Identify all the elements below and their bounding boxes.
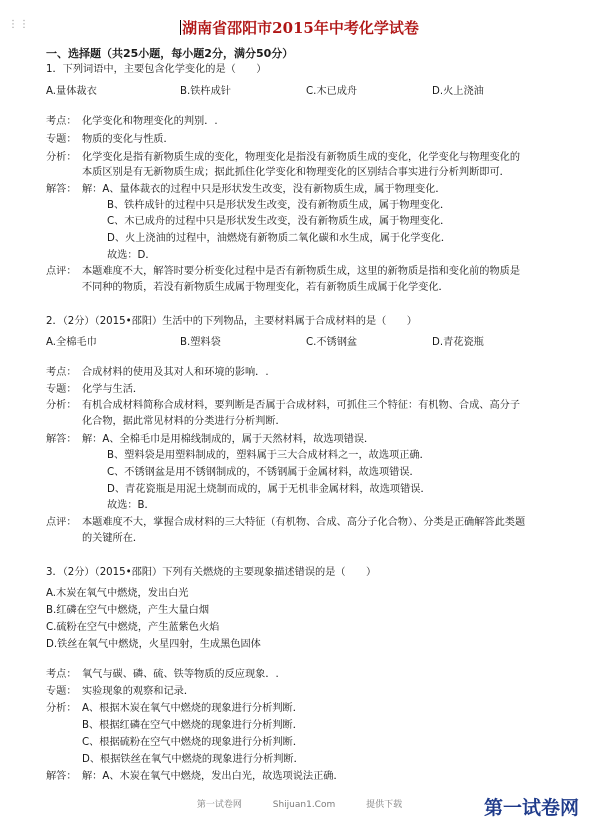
q2-kaodian: 合成材料的使用及其对人和环境的影响．. — [82, 367, 269, 378]
q3-kaodian: 氧气与碳、磷、硫、铁等物质的反应现象．. — [82, 669, 279, 680]
q1-jieda-line: B、铁杵成针的过程中只是形状发生改变，没有新物质生成，属于物理变化． — [107, 200, 451, 211]
q2-jieda-line: D、青花瓷瓶是用泥土烧制而成的，属于无机非金属材料，故选项错误． — [107, 484, 431, 495]
q1-jieda-line: D、火上浇油的过程中，油燃烧有新物质二氧化碳和水生成，属于化学变化． — [107, 233, 452, 244]
q1-fenxi-line: 本质区别是有无新物质生成；据此抓住化学变化和物理变化的区别结合事实进行分析判断即可． — [82, 167, 510, 178]
q3-fenxi-line: C、根据硫粉在空气中燃烧的现象进行分析判断． — [82, 737, 304, 748]
q2-fenxi-line: 有机合成材料简称合成材料，要判断是否属于合成材料，可抓住三个特征：有机物、合成、高分子 — [82, 400, 521, 411]
q1-dianping-label: 点评： — [46, 266, 77, 277]
question-3-option-b: B.红磷在空气中燃烧，产生大量白烟 — [46, 605, 210, 616]
q2-jieda-line: C、不锈钢盆是用不锈钢制成的，不锈钢属于金属材料，故选项错误． — [107, 467, 420, 478]
q1-dianping-line: 本题难度不大，解答时要分析变化过程中是否有新物质生成，这里的新物质是指和变化前的物质是 — [82, 266, 521, 277]
q3-zhuanti: 实验现象的观察和记录． — [82, 686, 195, 697]
q3-zhuanti-label: 专题： — [46, 686, 77, 697]
text-cursor — [180, 20, 181, 35]
drag-handle-icon[interactable]: ⋮⋮ — [8, 19, 30, 30]
document-title — [0, 17, 599, 38]
q2-dianping-line: 的关键所在． — [82, 533, 144, 544]
q3-fenxi-label: 分析： — [46, 703, 77, 714]
q1-jieda-label: 解答： — [46, 184, 77, 195]
q3-jieda-line: 解：A、木炭在氧气中燃烧，发出白光，故选项说法正确． — [82, 771, 344, 782]
q3-fenxi-line: D、根据铁丝在氧气中燃烧的现象进行分析判断． — [82, 754, 304, 765]
q2-fenxi-label: 分析： — [46, 400, 77, 411]
q2-zhuanti-label: 专题： — [46, 384, 77, 395]
q1-fenxi-label: 分析： — [46, 152, 77, 163]
q1-dianping-line: 不同种的物质，若没有新物质生成属于物理变化，若有新物质生成属于化学变化． — [82, 282, 449, 293]
question-3-stem: 3．（2分）（2015•邵阳）下列有关燃烧的主要现象描述错误的是（ ） — [46, 567, 377, 578]
q2-answer: 故选：B． — [107, 500, 155, 511]
q1-zhuanti-label: 专题： — [46, 134, 77, 145]
q3-fenxi-line: B、根据红磷在空气中燃烧的现象进行分析判断． — [82, 720, 303, 731]
q1-fenxi-line: 化学变化是指有新物质生成的变化，物理变化是指没有新物质生成的变化，化学变化与物理变化的 — [82, 152, 521, 163]
question-2-option-a: A.全棉毛巾 — [46, 337, 97, 348]
question-3-option-d: D.铁丝在氧气中燃烧，火星四射，生成黑色固体 — [46, 639, 261, 650]
q2-fenxi-line: 化合物，据此常见材料的分类进行分析判断． — [82, 416, 286, 427]
q1-kaodian: 化学变化和物理变化的判别．. — [82, 116, 218, 127]
q3-jieda-label: 解答： — [46, 771, 77, 782]
site-logo: 第一试卷网 — [484, 797, 580, 819]
question-3-option-a: A.木炭在氧气中燃烧，发出白光 — [46, 588, 189, 599]
q3-kaodian-label: 考点： — [46, 669, 77, 680]
q1-jieda-line: 解：A、量体裁衣的过程中只是形状发生改变，没有新物质生成，属于物理变化． — [82, 184, 446, 195]
q3-fenxi-line: A、根据木炭在氧气中燃烧的现象进行分析判断． — [82, 703, 303, 714]
q2-jieda-line: B、塑料袋是用塑料制成的，塑料属于三大合成材料之一，故选项正确． — [107, 450, 430, 461]
question-2-option-c: C.不锈钢盆 — [306, 337, 358, 348]
q2-jieda-label: 解答： — [46, 434, 77, 445]
question-1-option-b: B.铁杵成针 — [180, 86, 231, 97]
q2-kaodian-label: 考点： — [46, 367, 77, 378]
question-1-option-c: C.木已成舟 — [306, 86, 358, 97]
q2-dianping-label: 点评： — [46, 517, 77, 528]
question-2-option-d: D.青花瓷瓶 — [432, 337, 484, 348]
q1-jieda-line: C、木已成舟的过程中只是形状发生改变，没有新物质生成，属于物理变化． — [107, 216, 451, 227]
q1-zhuanti: 物质的变化与性质． — [82, 134, 174, 145]
footer-site-name: 第一试卷网 — [196, 800, 242, 810]
q2-zhuanti: 化学与生活． — [82, 384, 144, 395]
q2-dianping-line: 本题难度不大，掌握合成材料的三大特征（有机物、合成、高分子化合物）、分类是正确解答此类题 — [82, 517, 526, 528]
footer-download-note: 提供下载 — [366, 800, 403, 810]
question-1-stem: 1．下列词语中，主要包含化学变化的是（ ） — [46, 64, 267, 75]
document-title-text: 湖南省邵阳市2015年中考化学试卷 — [182, 19, 419, 37]
question-1-option-d: D.火上浇油 — [432, 86, 484, 97]
question-2-stem: 2．（2分）（2015•邵阳）生活中的下列物品，主要材料属于合成材料的是（ ） — [46, 316, 417, 327]
question-3-option-c: C.硫粉在空气中燃烧，产生蓝紫色火焰 — [46, 622, 220, 633]
q2-jieda-line: 解：A、全棉毛巾是用棉线制成的，属于天然材料，故选项错误． — [82, 434, 375, 445]
q1-answer: 故选：D． — [107, 250, 156, 261]
footer-site-url: Shijuan1.Com — [272, 800, 336, 810]
question-2-option-b: B.塑料袋 — [180, 337, 221, 348]
section-heading: 一、选择题（共25小题，每小题2分，满分50分） — [46, 47, 294, 60]
question-1-option-a: A.量体裁衣 — [46, 86, 97, 97]
q1-kaodian-label: 考点： — [46, 116, 77, 127]
